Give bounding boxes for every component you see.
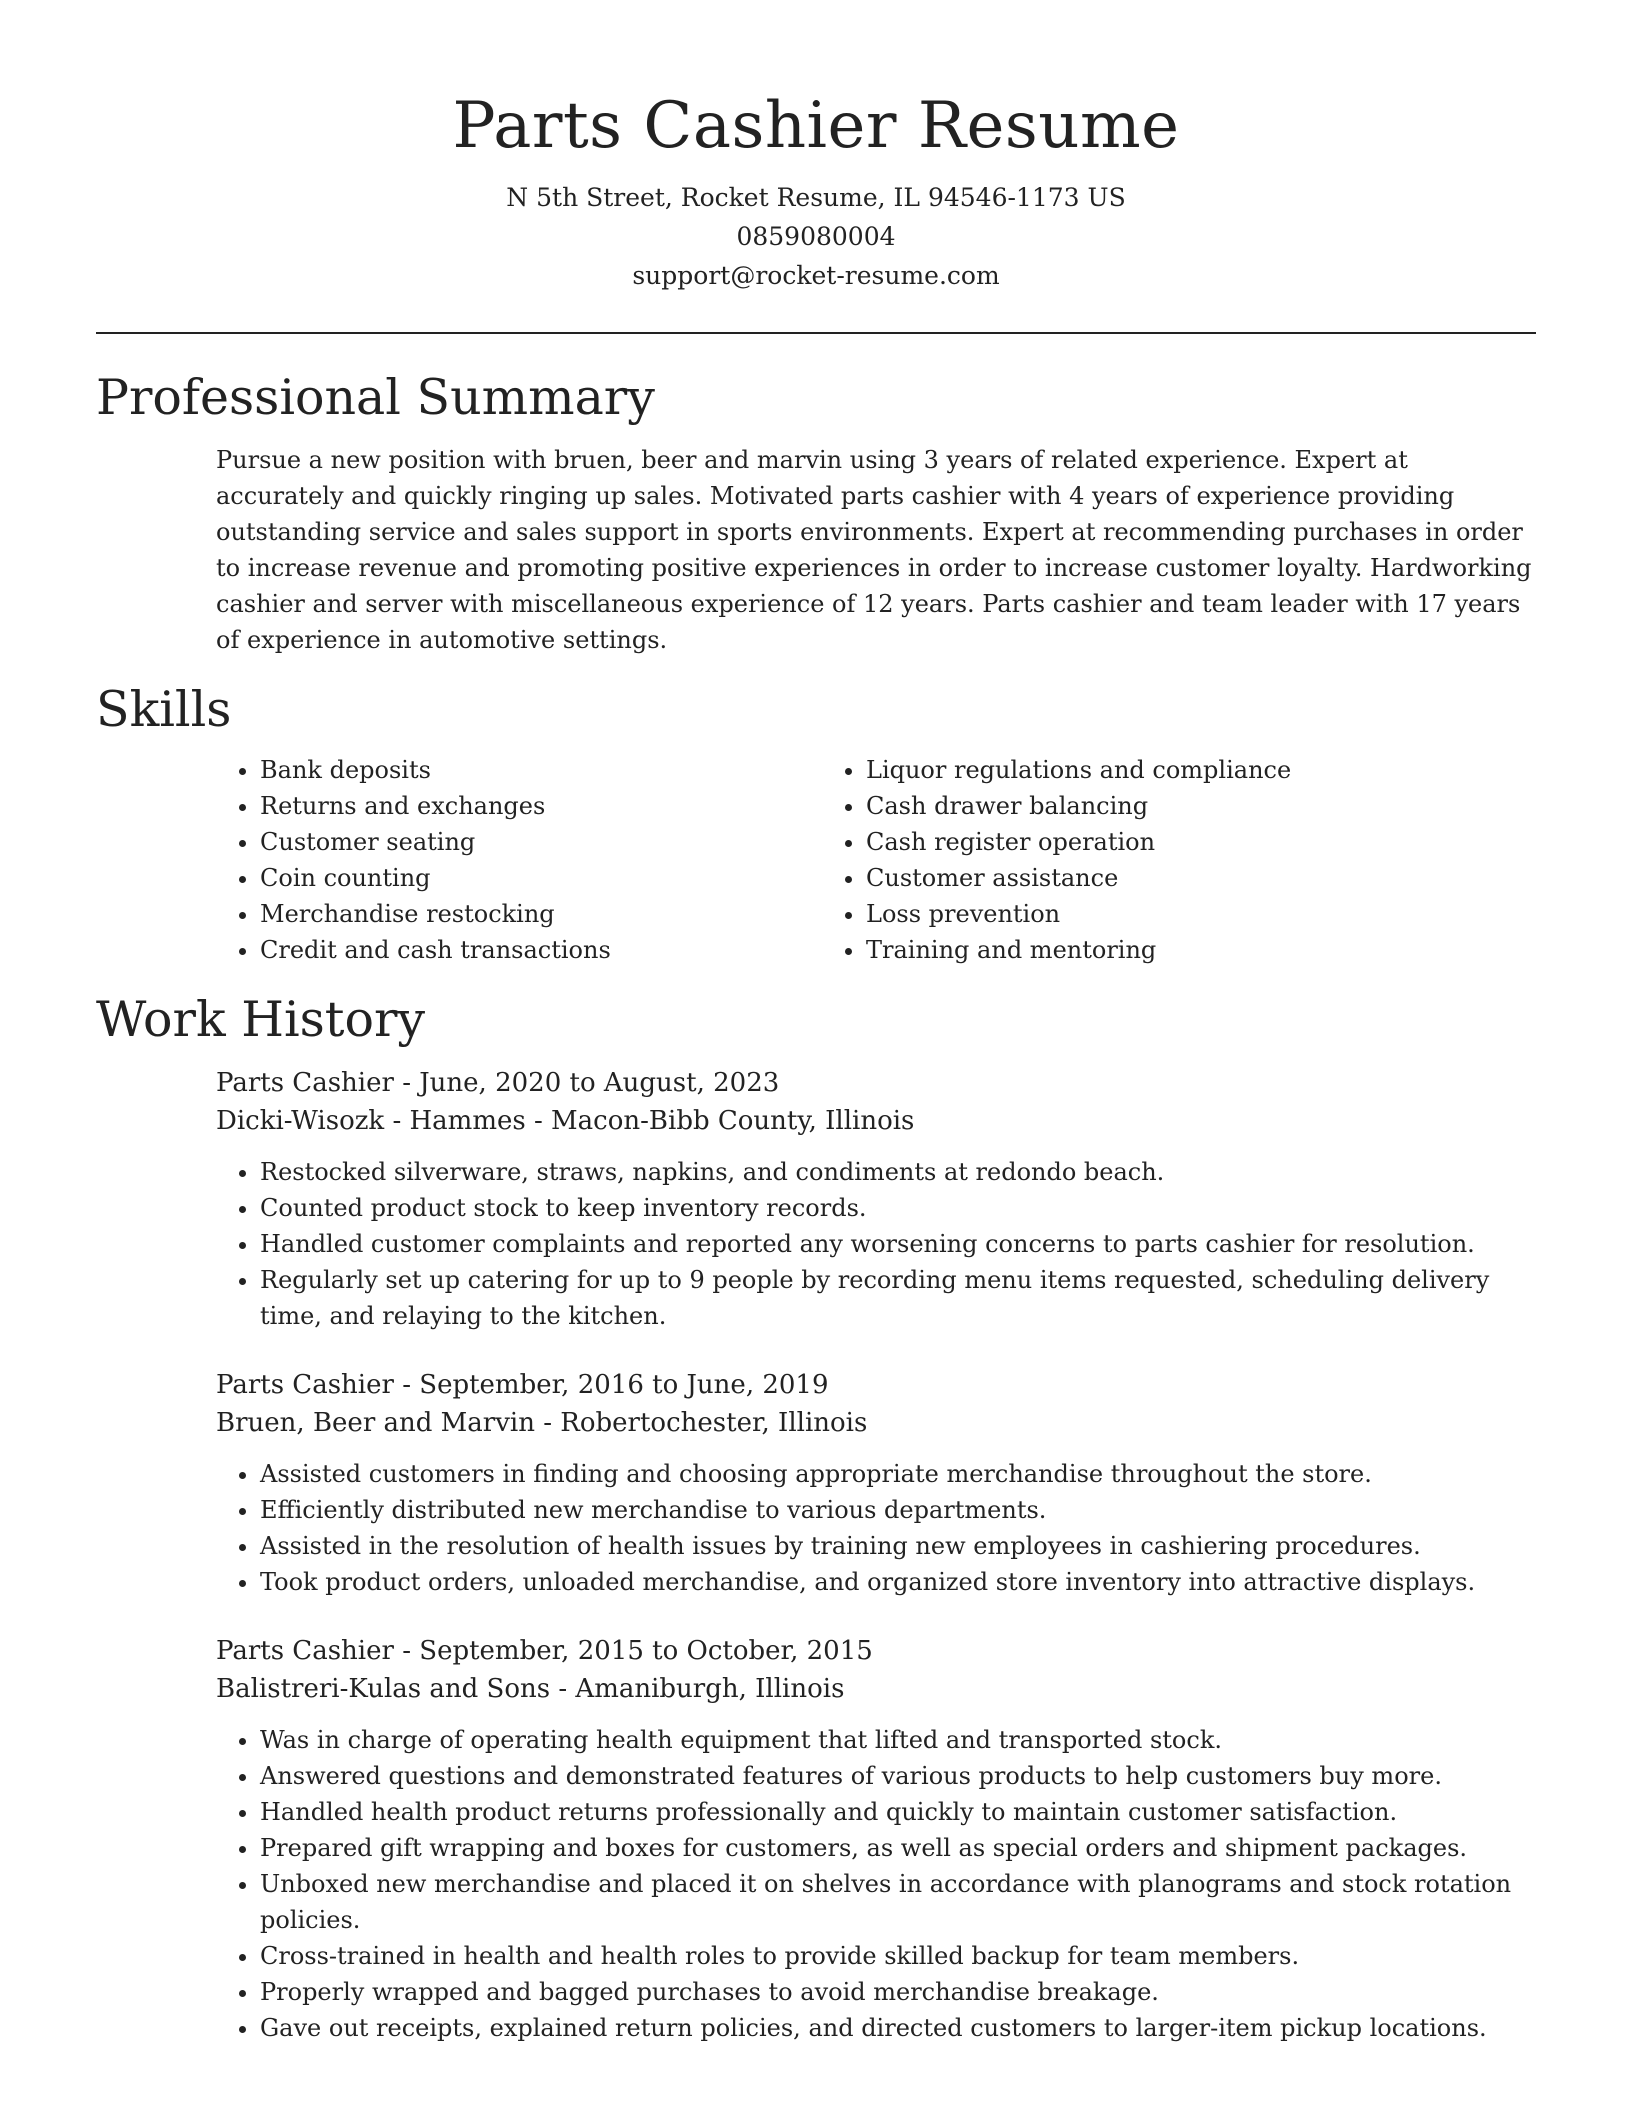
skill-item: • Training and mentoring [866,932,1428,968]
job-role: Parts Cashier [216,1068,394,1098]
skills-column-left [216,752,822,968]
job-bullet: • Gave out receipts, explained return policies, and directed customers to larger-item pickup locations. [260,2010,1536,2046]
job-role: Parts Cashier [216,1636,394,1666]
job-company-line [216,1670,1536,1708]
job-company: Dicki-Wisozk - Hammes [216,1106,526,1136]
job-entry [216,1632,1536,2046]
skill-item: • Liquor regulations and compliance [866,752,1428,788]
contact-address: N 5th Street, Rocket Resume, IL 94546-1173 US [506,183,1126,212]
contact-block [96,178,1536,295]
job-bullet: • Cross-trained in health and health roles to provide skilled backup for team members. [260,1938,1536,1974]
resume-title: Parts Cashier Resume [452,89,1180,163]
job-bullet: • Restocked silverware, straws, napkins, and condiments at redondo beach. [260,1154,1536,1190]
job-bullet: • Assisted customers in finding and choosing appropriate merchandise throughout the store. [260,1456,1536,1492]
skill-item: • Customer assistance [866,860,1428,896]
job-location: - Amaniburgh, Illinois [550,1674,845,1704]
job-bullet: • Prepared gift wrapping and boxes for customers, as well as special orders and shipment packages. [260,1830,1536,1866]
job-title-line [216,1366,1536,1404]
skill-item: • Merchandise restocking [260,896,822,932]
section-title-work-history: Work History [96,991,426,1048]
skill-item: • Cash drawer balancing [866,788,1428,824]
job-bullet: • Answered questions and demonstrated features of various products to help customers buy more. [260,1758,1536,1794]
job-company: Bruen, Beer and Marvin [216,1408,535,1438]
section-title-summary: Professional Summary [96,369,655,426]
job-bullet: • Was in charge of operating health equipment that lifted and transported stock. [260,1722,1536,1758]
job-bullet: • Unboxed new merchandise and placed it on shelves in accordance with planograms and stock rotation policies. [260,1866,1536,1938]
job-bullet: • Properly wrapped and bagged purchases to avoid merchandise breakage. [260,1974,1536,2010]
skills-list [216,752,1536,968]
job-bullet: • Efficiently distributed new merchandise to various departments. [260,1492,1536,1528]
skill-item: • Returns and exchanges [260,788,822,824]
header-divider [96,332,1536,334]
skill-item: • Coin counting [260,860,822,896]
job-entry [216,1064,1536,1334]
contact-email: support@rocket-resume.com [632,261,1000,290]
job-title-line [216,1632,1536,1670]
job-location: - Macon-Bibb County, Illinois [525,1106,915,1136]
skill-item: • Loss prevention [866,896,1428,932]
job-location: - Robertochester, Illinois [534,1408,868,1438]
skill-item: • Bank deposits [260,752,822,788]
job-role: Parts Cashier [216,1370,394,1400]
job-company-line [216,1102,1536,1140]
skill-item: • Cash register operation [866,824,1428,860]
job-company: Balistreri-Kulas and Sons [216,1674,551,1704]
job-bullet: • Handled customer complaints and reported any worsening concerns to parts cashier for resolution. [260,1226,1536,1262]
contact-phone: 0859080004 [736,222,896,251]
job-bullets [216,1456,1536,1600]
job-bullet: • Assisted in the resolution of health issues by training new employees in cashiering procedures. [260,1528,1536,1564]
summary-text: Pursue a new position with bruen, beer and marvin using 3 years of related experience. Expert at accurately and quickly ringing up sales. Motivated parts cashier with 4 years of experience providing outstanding service and sales support in sports environments. Expert at recommending purchases in order to increase revenue and promoting positive experiences in order to increase customer loyalty. Hardworking cashier and server with miscellaneous experience of 12 years. Parts cashier and team leader with 17 years of experience in automotive settings. [216,446,1532,654]
resume-page [96,0,1536,2046]
job-company-line [216,1404,1536,1442]
job-bullet: • Took product orders, unloaded merchandise, and organized store inventory into attractive displays. [260,1564,1536,1600]
job-bullet: • Handled health product returns professionally and quickly to maintain customer satisfaction. [260,1794,1536,1830]
skill-item: • Customer seating [260,824,822,860]
job-bullet: • Regularly set up catering for up to 9 people by recording menu items requested, scheduling delivery time, and relaying to the kitchen. [260,1262,1536,1334]
section-title-skills: Skills [96,681,232,738]
job-entry [216,1366,1536,1600]
job-dates: - September, 2016 to June, 2019 [393,1370,829,1400]
skills-column-right [822,752,1428,968]
job-title-line [216,1064,1536,1102]
skill-item: • Credit and cash transactions [260,932,822,968]
job-bullets [216,1154,1536,1334]
job-bullets [216,1722,1536,2046]
job-dates: - September, 2015 to October, 2015 [393,1636,873,1666]
job-dates: - June, 2020 to August, 2023 [393,1068,780,1098]
job-bullet: • Counted product stock to keep inventory records. [260,1190,1536,1226]
